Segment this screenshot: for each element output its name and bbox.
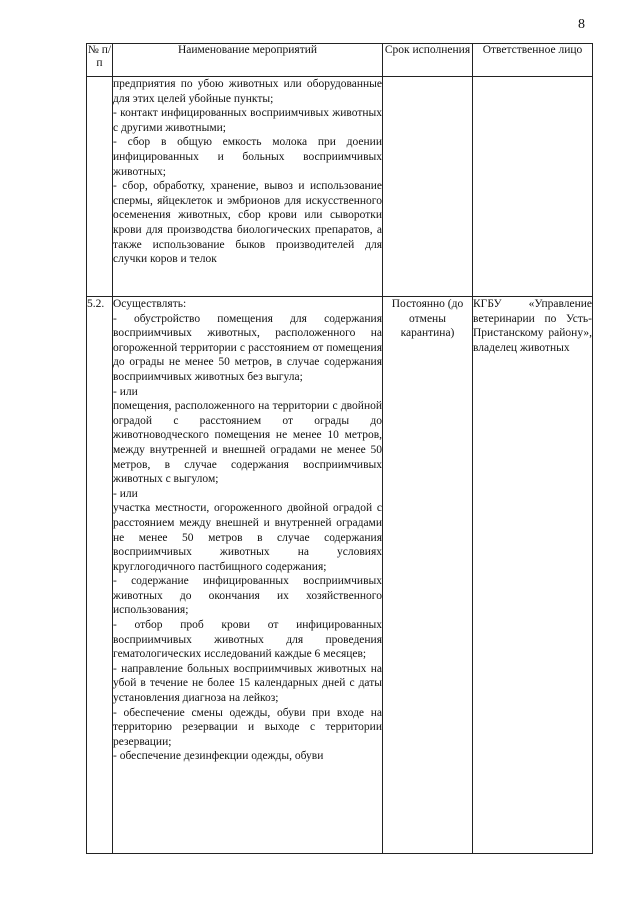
measure-text-continued [113, 77, 383, 297]
header-name: Наименование мероприятий [113, 44, 383, 77]
deadline-empty [383, 77, 473, 297]
deadline-cell: Постоянно (до отмены карантина) [383, 297, 473, 854]
responsible-empty [473, 77, 593, 297]
page-number: 8 [578, 17, 585, 32]
measure-line: - отбор проб крови от инфицированных восприимчивых животных для проведения гематологических исследований каждые 6 месяцев; [113, 619, 382, 661]
table-row [87, 297, 593, 854]
table-header-row [87, 44, 593, 77]
measure-line: участка местности, огороженного двойной оградой с расстоянием между внешней и внутренней оградами не менее 50 метров в случае содержания восприимчивых животных на условиях круглогодичного пастбищного содержания; [113, 502, 382, 573]
measure-line: - или [113, 385, 138, 398]
row-number: 5.2. [87, 297, 113, 854]
measure-line: Осуществлять: [113, 298, 187, 310]
measure-line: - контакт инфицированных восприимчивых животных с другими животными; [113, 107, 382, 134]
measure-line: помещения, расположенного на территории с двойной оградой с расстоянием от ограды до животноводческого помещения не менее 10 метров, между внутренней и внешней оградами не менее 50 метров, в случае содержания восприимчивых животных с выгулом; [113, 400, 382, 486]
measure-line: - содержание инфицированных восприимчивых животных до окончания их хозяйственного использования; [113, 575, 382, 617]
measures-table [86, 43, 593, 854]
measure-line: - направление больных восприимчивых животных на убой в течение не более 15 календарных дней с даты установления диагноза на лейкоз; [113, 662, 382, 705]
measure-line: - сбор, обработку, хранение, вывоз и использование спермы, яйцеклеток и эмбрионов для искусственного осеменения животных, сбор крови или сыворотки крови для производства биологических препаратов, а также использование быков производителей для случки коров и телок [113, 180, 382, 266]
measure-line: - обустройство помещения для содержания восприимчивых животных, расположенного на огороженной территории с расстоянием от помещения до ограды не менее 50 метров, в случае содержания восприимчивых животных без выгула; [113, 312, 382, 383]
measure-line: - или [113, 487, 138, 500]
responsible-cell: КГБУ «Управление ветеринарии по Усть-Пристанскому району», владелец животных [473, 297, 593, 854]
measure-text [113, 297, 383, 854]
measure-line: - обеспечение смены одежды, обуви при входе на территорию резервации и выходе с территории резервации; [113, 706, 382, 748]
header-deadline: Срок исполнения [383, 44, 473, 77]
measure-line: предприятия по убою животных или оборудованные для этих целей убойные пункты; [113, 78, 382, 105]
header-responsible: Ответственное лицо [473, 44, 593, 77]
row-number-empty [87, 77, 113, 297]
table-row [87, 77, 593, 297]
header-num: № п/п [87, 44, 113, 77]
measure-line: - обеспечение дезинфекции одежды, обуви [113, 750, 324, 763]
measure-line: - сбор в общую емкость молока при доении инфицированных и больных восприимчивых животных; [113, 136, 382, 178]
